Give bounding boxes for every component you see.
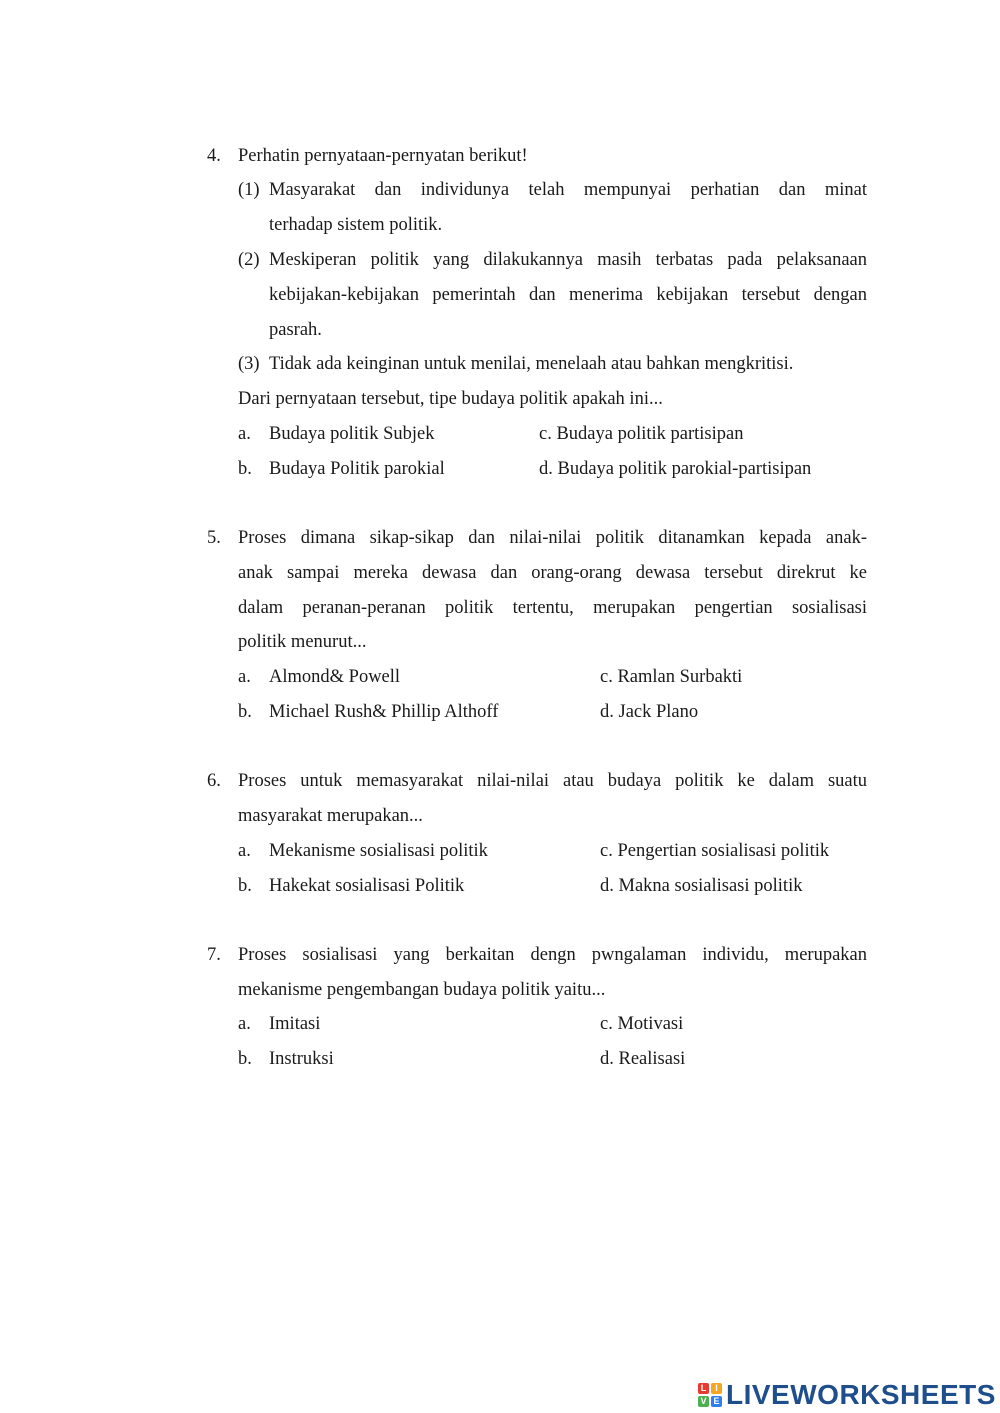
- option-d[interactable]: d. Makna sosialisasi politik: [600, 876, 803, 896]
- option-b[interactable]: Hakekat sosialisasi Politik: [269, 876, 465, 896]
- option-letter: a.: [238, 424, 251, 444]
- question-stem: dalam peranan-peranan politik tertentu, merupakan pengertian sosialisasi: [238, 598, 867, 618]
- statement-text: Masyarakat dan individunya telah mempunyai perhatian dan minat: [269, 180, 867, 200]
- logo-text: LIVEWORKSHEETS: [726, 1379, 996, 1410]
- option-c[interactable]: c. Ramlan Surbakti: [600, 667, 743, 687]
- question-stem: Proses untuk memasyarakat nilai-nilai atau budaya politik ke dalam suatu: [238, 771, 867, 791]
- option-a[interactable]: Imitasi: [269, 1014, 321, 1034]
- statement-label: (3): [238, 354, 260, 374]
- logo-tile: I: [711, 1383, 722, 1394]
- question-number: 4.: [207, 146, 221, 166]
- option-c[interactable]: c. Motivasi: [600, 1014, 684, 1034]
- question-stem: masyarakat merupakan...: [238, 806, 423, 826]
- question-stem: Perhatin pernyataan-pernyatan berikut!: [238, 146, 528, 166]
- question-stem: Proses sosialisasi yang berkaitan dengn pwngalaman individu, merupakan: [238, 945, 867, 965]
- option-a[interactable]: Mekanisme sosialisasi politik: [269, 841, 488, 861]
- statement-text: pasrah.: [269, 320, 322, 340]
- question-stem: politik menurut...: [238, 632, 367, 652]
- question-number: 5.: [207, 528, 221, 548]
- option-b[interactable]: Michael Rush& Phillip Althoff: [269, 702, 499, 722]
- statement-text: Meskiperan politik yang dilakukannya masih terbatas pada pelaksanaan: [269, 250, 867, 270]
- question-prompt: Dari pernyataan tersebut, tipe budaya politik apakah ini...: [238, 389, 663, 409]
- option-letter: b.: [238, 876, 252, 896]
- logo-tile: V: [698, 1396, 709, 1407]
- option-a[interactable]: Budaya politik Subjek: [269, 424, 435, 444]
- question-stem: anak sampai mereka dewasa dan orang-orang dewasa tersebut direkrut ke: [238, 563, 867, 583]
- option-letter: b.: [238, 702, 252, 722]
- liveworksheets-logo: [698, 1378, 996, 1412]
- statement-label: (2): [238, 250, 260, 270]
- option-a[interactable]: Almond& Powell: [269, 667, 401, 687]
- option-c[interactable]: c. Budaya politik partisipan: [539, 424, 744, 444]
- option-d[interactable]: d. Budaya politik parokial-partisipan: [539, 459, 812, 479]
- question-stem: Proses dimana sikap-sikap dan nilai-nilai politik ditanamkan kepada anak-: [238, 528, 867, 548]
- option-d[interactable]: d. Realisasi: [600, 1049, 686, 1069]
- option-d[interactable]: d. Jack Plano: [600, 702, 699, 722]
- question-number: 7.: [207, 945, 221, 965]
- option-b[interactable]: Instruksi: [269, 1049, 334, 1069]
- option-b[interactable]: Budaya Politik parokial: [269, 459, 445, 479]
- statement-text: kebijakan-kebijakan pemerintah dan menerima kebijakan tersebut dengan: [269, 285, 867, 305]
- statement-label: (1): [238, 180, 260, 200]
- option-letter: a.: [238, 1014, 251, 1034]
- option-letter: a.: [238, 841, 251, 861]
- option-c[interactable]: c. Pengertian sosialisasi politik: [600, 841, 830, 861]
- logo-tile: L: [698, 1383, 709, 1394]
- option-letter: a.: [238, 667, 251, 687]
- logo-icon: [698, 1383, 722, 1407]
- logo-tile: E: [711, 1396, 722, 1407]
- question-number: 6.: [207, 771, 221, 791]
- statement-text: terhadap sistem politik.: [269, 215, 443, 235]
- option-letter: b.: [238, 459, 252, 479]
- statement-text: Tidak ada keinginan untuk menilai, menelaah atau bahkan mengkritisi.: [269, 354, 794, 374]
- question-stem: mekanisme pengembangan budaya politik yaitu...: [238, 980, 606, 1000]
- option-letter: b.: [238, 1049, 252, 1069]
